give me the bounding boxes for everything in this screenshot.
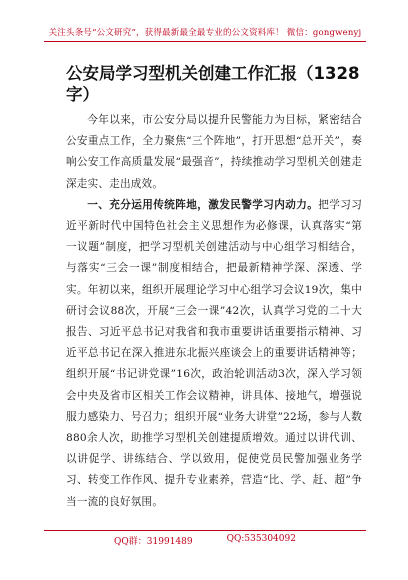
paragraph-intro-text: 今年以来，市公安分局以提升民警能力为目标，紧密结合公安重点工作，全力聚焦“三个阵地”，打开思想“总开关”，奏响公安工作高质量发展“最强音”，持续推动学习型机关创建走深走实、走出成效。	[66, 114, 362, 190]
section-1-heading: 一、充分运用传统阵地，激发民警学习内动力。	[87, 198, 319, 211]
header-notice: 关注头条号“公文研究”，获得最新最全最专业的公文资料库！ 微信：gongwenyj	[44, 26, 366, 42]
document-title: 公安局学习型机关创建工作汇报（1328字）	[66, 64, 360, 104]
footer-qq-group: QQ群：31991489	[114, 537, 193, 547]
section-1-text: 把学习习近平新时代中国特色社会主义思想作为必修课，认真落实“第一议题”制度，把学习型机关创建活动与中心组学习相结合，与落实“三会一课”制度相结合，把最新精神学深、深透、学实。年初以来，组织开展理论学习中心组学习会议19次，集中研讨会议88次，开展“三会一课”42次，认真学习党的二十大报告、习近平总书记对我省和我市重要讲话重要指示精神、习近平总书记在深入推进东北振兴座谈会上的重要讲话精神等；组织开展“书记讲党课”16次，政治轮训活动3次，深入学习领会中央及省市区相关工作会议精神，讲具体、接地气，增强说服力感染力、号召力；组织开展“业务大讲堂”22场，参与人数880余人次，助推学习型机关创建提质增效。通过以讲代训、以讲促学、讲练结合、学以致用，促使党员民警加强业务学习、转变工作作风、提升专业素养，营造“比、学、赶、超”争当一流的良好氛围。	[66, 198, 362, 508]
document-body	[66, 110, 362, 513]
footer-contact	[44, 530, 366, 547]
paragraph-intro	[66, 110, 362, 195]
paragraph-section-1	[66, 195, 362, 513]
footer-qq: QQ:535304092	[226, 534, 296, 544]
